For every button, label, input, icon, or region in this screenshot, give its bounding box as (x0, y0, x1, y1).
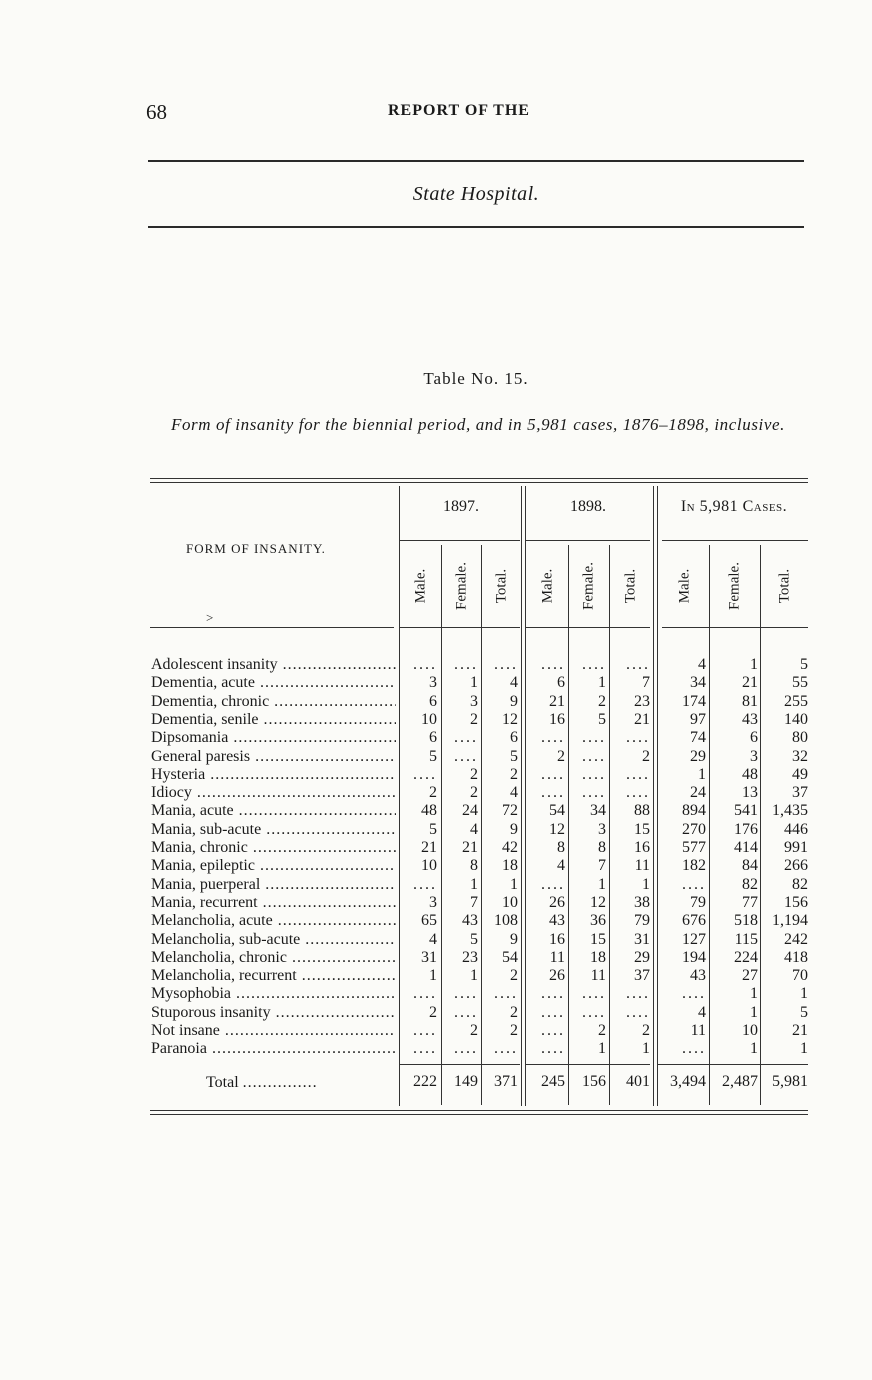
table-cell: 36 (590, 912, 606, 929)
subcolumn-header-label: Female. (453, 562, 469, 610)
table-cell: 4 (698, 656, 706, 673)
table-cell: 84 (742, 857, 758, 874)
table-cell: 88 (634, 802, 650, 819)
table-cell: 1 (800, 1040, 808, 1057)
table-cell: .... (454, 1040, 478, 1057)
row-label: Mania, puerperal ..... (151, 876, 396, 894)
table-cell: .... (541, 985, 565, 1002)
table-bottom-rule (150, 1110, 808, 1115)
table-cell: 18 (502, 857, 518, 874)
table-cell: 2 (598, 693, 606, 710)
total-cell: 3,494 (670, 1073, 706, 1090)
table-cell: 676 (682, 912, 706, 929)
table-cell: 38 (634, 894, 650, 911)
subcolumn-header-label: Total. (493, 568, 509, 604)
table-cell: 182 (682, 857, 706, 874)
table-cell: 12 (502, 711, 518, 728)
table-cell: .... (454, 656, 478, 673)
table-cell: 1 (429, 967, 437, 984)
total-rule-1897 (400, 1064, 520, 1065)
table-caption: Form of insanity for the biennial period, and in 5,981 cases, 1876–1898, inclusive. (170, 415, 786, 434)
table-cell: 2 (642, 1022, 650, 1039)
table-cell: 49 (792, 766, 808, 783)
group-rule-1897 (400, 540, 520, 541)
table-cell: 82 (792, 876, 808, 893)
table-cell: 2 (557, 748, 565, 765)
table-cell: 1 (750, 1004, 758, 1021)
table-cell: .... (541, 729, 565, 746)
table-cell: 577 (682, 839, 706, 856)
subcolumn-header-label: Female. (580, 562, 597, 610)
header-rule-top (148, 160, 804, 162)
table-cell: 43 (742, 711, 758, 728)
table-cell: 10 (421, 711, 437, 728)
page-number: 68 (146, 100, 167, 124)
table-cell: 8 (557, 839, 565, 856)
table-cell: 12 (549, 821, 565, 838)
table-cell: 34 (590, 802, 606, 819)
table-cell: 15 (634, 821, 650, 838)
table-cell: 54 (549, 802, 565, 819)
group-rule-1898 (526, 540, 650, 541)
table-cell: 1,194 (772, 912, 808, 929)
table-cell: .... (454, 985, 478, 1002)
table-cell: 140 (784, 711, 808, 728)
table-cell: 21 (792, 1022, 808, 1039)
table-cell: 3 (750, 748, 758, 765)
row-label: General paresis ..... (151, 748, 396, 766)
table-cell: .... (541, 656, 565, 673)
table-cell: 16 (634, 839, 650, 856)
row-label: Mania, sub-acute ..... (151, 821, 396, 839)
table-cell: .... (582, 748, 606, 765)
table-cell: 29 (634, 949, 650, 966)
table-cell: 74 (690, 729, 706, 746)
subheader-rule-all-cases (662, 627, 808, 628)
table-cell: .... (413, 766, 437, 783)
subcolumn-header (482, 546, 521, 626)
table-cell: 15 (590, 931, 606, 948)
table-cell: 7 (642, 674, 650, 691)
form-header-rule (150, 627, 394, 628)
table-cell: 1 (598, 1040, 606, 1057)
table-cell: 13 (742, 784, 758, 801)
table-cell: .... (541, 876, 565, 893)
table-cell: .... (413, 985, 437, 1002)
table-cell: 1 (750, 985, 758, 1002)
table-cell: 9 (510, 821, 518, 838)
table-cell: .... (494, 1040, 518, 1057)
subcolumn-header-label: Male. (539, 568, 555, 604)
table-cell: 10 (421, 857, 437, 874)
table-cell: 48 (421, 802, 437, 819)
table-cell: 16 (549, 711, 565, 728)
table-cell: 16 (549, 931, 565, 948)
table-cell: .... (454, 729, 478, 746)
total-cell: 5,981 (772, 1073, 808, 1090)
table-cell: 4 (510, 784, 518, 801)
table-cell: .... (582, 784, 606, 801)
column-header-mark: > (206, 610, 214, 625)
row-label: Not insane ..... (151, 1022, 396, 1040)
subcolumn-header (762, 546, 808, 626)
table-cell: .... (541, 1004, 565, 1021)
total-row-label: Total ............... (206, 1074, 318, 1091)
table-cell: .... (582, 766, 606, 783)
table-cell: .... (682, 985, 706, 1002)
table-cell: 2 (470, 784, 478, 801)
table-cell: 224 (734, 949, 758, 966)
table-cell: 97 (690, 711, 706, 728)
form-column-header: FORM OF INSANITY. (186, 541, 326, 556)
table-cell: 1 (598, 674, 606, 691)
table-cell: 79 (634, 912, 650, 929)
total-cell: 245 (541, 1073, 565, 1090)
table-cell: 1 (642, 876, 650, 893)
row-label: Mysophobia ..... (151, 985, 396, 1003)
table-cell: 31 (421, 949, 437, 966)
table-cell: .... (626, 1004, 650, 1021)
table-cell: 1 (800, 985, 808, 1002)
subcolumn-header-label: Total. (776, 568, 793, 604)
table-cell: 34 (690, 674, 706, 691)
table-cell: 541 (734, 802, 758, 819)
subcolumn-header-label: Total. (622, 568, 639, 604)
table-title: Table No. 15. (423, 369, 529, 388)
total-cell: 401 (626, 1073, 650, 1090)
table-cell: 11 (634, 857, 650, 874)
table-cell: 43 (462, 912, 478, 929)
table-cell: 2 (510, 1022, 518, 1039)
table-cell: 2 (510, 766, 518, 783)
table-cell: 3 (429, 674, 437, 691)
table-cell: .... (541, 1040, 565, 1057)
table-cell: 176 (734, 821, 758, 838)
table-cell: 43 (690, 967, 706, 984)
table-cell: .... (626, 729, 650, 746)
row-label: Melancholia, recurrent ..... (151, 967, 396, 985)
table-cell: 1 (750, 1040, 758, 1057)
subcolumn-header (711, 546, 759, 626)
table-cell: .... (626, 656, 650, 673)
table-cell: 4 (510, 674, 518, 691)
group-header-1898: 1898. (570, 498, 606, 515)
table-cell: 2 (470, 766, 478, 783)
row-label: Mania, acute ..... (151, 802, 396, 820)
table-cell: 23 (634, 693, 650, 710)
table-cell: 1 (598, 876, 606, 893)
table-cell: .... (541, 766, 565, 783)
table-cell: 7 (470, 894, 478, 911)
table-cell: .... (413, 876, 437, 893)
table-cell: 1,435 (772, 802, 808, 819)
table-cell: 48 (742, 766, 758, 783)
total-cell: 156 (582, 1073, 606, 1090)
table-cell: 21 (462, 839, 478, 856)
table-cell: 8 (598, 839, 606, 856)
header-rule-bottom (148, 226, 804, 228)
table-cell: 4 (557, 857, 565, 874)
table-cell: 270 (682, 821, 706, 838)
table-cell: 4 (698, 1004, 706, 1021)
table-cell: 3 (598, 821, 606, 838)
table-cell: 80 (792, 729, 808, 746)
table-cell: 2 (470, 1022, 478, 1039)
table-cell: .... (626, 784, 650, 801)
table-cell: 418 (784, 949, 808, 966)
subheader-rule-1898 (526, 627, 650, 628)
table-cell: 23 (462, 949, 478, 966)
table-cell: 9 (510, 693, 518, 710)
table-cell: 4 (429, 931, 437, 948)
row-label: Melancholia, acute ..... (151, 912, 396, 930)
table-cell: 54 (502, 949, 518, 966)
table-cell: .... (413, 1022, 437, 1039)
table-cell: 1 (470, 674, 478, 691)
table-cell: 1 (470, 967, 478, 984)
subcolumn-header (400, 546, 441, 626)
row-label: Hysteria ..... (151, 766, 396, 784)
table-cell: .... (582, 729, 606, 746)
table-cell: 11 (690, 1022, 706, 1039)
table-cell: .... (626, 985, 650, 1002)
row-label: Dementia, acute ..... (151, 674, 396, 692)
row-label: Melancholia, chronic ..... (151, 949, 396, 967)
table-cell: 42 (502, 839, 518, 856)
subcolumn-header (527, 546, 568, 626)
table-cell: 29 (690, 748, 706, 765)
table-cell: 6 (510, 729, 518, 746)
table-cell: 3 (429, 894, 437, 911)
table-cell: 18 (590, 949, 606, 966)
table-cell: 5 (800, 1004, 808, 1021)
total-cell: 2,487 (722, 1073, 758, 1090)
table-cell: .... (582, 656, 606, 673)
table-cell: 1 (698, 766, 706, 783)
table-cell: 82 (742, 876, 758, 893)
row-label: Dipsomania ..... (151, 729, 396, 747)
table-cell: 5 (470, 931, 478, 948)
table-cell: 3 (470, 693, 478, 710)
table-cell: 70 (792, 967, 808, 984)
table-cell: .... (454, 748, 478, 765)
table-cell: .... (494, 656, 518, 673)
table-cell: 518 (734, 912, 758, 929)
table-cell: 10 (742, 1022, 758, 1039)
table-cell: 26 (549, 967, 565, 984)
subcolumn-header-label: Female. (726, 562, 743, 610)
table-cell: 414 (734, 839, 758, 856)
table-cell: 24 (690, 784, 706, 801)
table-cell: 6 (429, 729, 437, 746)
table-cell: .... (682, 876, 706, 893)
table-cell: .... (413, 656, 437, 673)
table-cell: 266 (784, 857, 808, 874)
table-cell: 26 (549, 894, 565, 911)
table-cell: 11 (549, 949, 565, 966)
table-cell: 11 (590, 967, 606, 984)
table-cell: 242 (784, 931, 808, 948)
subheader-rule-1897 (400, 627, 520, 628)
table-cell: 27 (742, 967, 758, 984)
table-cell: .... (626, 766, 650, 783)
table-cell: 1 (470, 876, 478, 893)
table-cell: 8 (470, 857, 478, 874)
table-cell: 7 (598, 857, 606, 874)
table-cell: 255 (784, 693, 808, 710)
subcolumn-header-label: Male. (676, 568, 692, 604)
table-cell: 156 (784, 894, 808, 911)
table-top-rule (150, 478, 808, 483)
table-cell: 1 (642, 1040, 650, 1057)
group-header-1897: 1897. (443, 498, 479, 515)
table-cell: 5 (510, 748, 518, 765)
table-cell: 79 (690, 894, 706, 911)
table-cell: 2 (429, 784, 437, 801)
table-cell: 32 (792, 748, 808, 765)
table-cell: 21 (549, 693, 565, 710)
row-label: Adolescent insanity ..... (151, 656, 396, 674)
table-cell: 1 (510, 876, 518, 893)
total-cell: 371 (494, 1073, 518, 1090)
table-cell: .... (541, 1022, 565, 1039)
table-cell: 6 (750, 729, 758, 746)
table-cell: 446 (784, 821, 808, 838)
table-cell: 37 (634, 967, 650, 984)
total-rule-all-cases (658, 1064, 808, 1065)
table-cell: 2 (510, 967, 518, 984)
table-cell: 9 (510, 931, 518, 948)
row-label: Melancholia, sub-acute ..... (151, 931, 396, 949)
table-cell: 1 (750, 656, 758, 673)
table-cell: .... (541, 784, 565, 801)
table-cell: 194 (682, 949, 706, 966)
table-cell: .... (413, 1040, 437, 1057)
table-cell: .... (582, 985, 606, 1002)
total-cell: 222 (413, 1073, 437, 1090)
table-cell: 21 (742, 674, 758, 691)
total-cell: 149 (454, 1073, 478, 1090)
row-label: Dementia, chronic ..... (151, 693, 396, 711)
table-cell: 21 (634, 711, 650, 728)
table-cell: 2 (470, 711, 478, 728)
table-cell: 24 (462, 802, 478, 819)
table-cell: 174 (682, 693, 706, 710)
table-cell: .... (494, 985, 518, 1002)
row-label: Dementia, senile ..... (151, 711, 396, 729)
table-cell: 6 (557, 674, 565, 691)
table-cell: .... (582, 1004, 606, 1021)
subcolumn-header (660, 546, 709, 626)
table-cell: 2 (642, 748, 650, 765)
table-cell: 115 (734, 931, 758, 948)
table-cell: 43 (549, 912, 565, 929)
table-cell: 894 (682, 802, 706, 819)
row-label: Mania, chronic ..... (151, 839, 396, 857)
subcolumn-header-label: Male. (412, 568, 428, 604)
table-cell: 5 (800, 656, 808, 673)
group-rule-all-cases (662, 540, 808, 541)
row-label: Paranoia ..... (151, 1040, 396, 1058)
table-cell: .... (454, 1004, 478, 1021)
row-label: Stuporous insanity ..... (151, 1004, 396, 1022)
row-label: Mania, epileptic ..... (151, 857, 396, 875)
table-cell: 2 (429, 1004, 437, 1021)
row-label: Idiocy ..... (151, 784, 396, 802)
table-cell: 21 (421, 839, 437, 856)
subcolumn-header (569, 546, 609, 626)
running-header: REPORT OF THE (388, 102, 530, 119)
page-subtitle: State Hospital. (412, 183, 540, 205)
row-label: Mania, recurrent ..... (151, 894, 396, 912)
table-cell: 72 (502, 802, 518, 819)
table-cell: 2 (598, 1022, 606, 1039)
table-cell: 6 (429, 693, 437, 710)
total-rule-1898 (526, 1064, 650, 1065)
table-cell: 77 (742, 894, 758, 911)
table-cell: 37 (792, 784, 808, 801)
table-cell: 10 (502, 894, 518, 911)
table-cell: 4 (470, 821, 478, 838)
table-cell: 5 (429, 821, 437, 838)
subcolumn-header (610, 546, 652, 626)
group-header-all-cases: In 5,981 Cases. (680, 498, 788, 515)
table-cell: 991 (784, 839, 808, 856)
subcolumn-header (442, 546, 481, 626)
table-cell: 55 (792, 674, 808, 691)
table-cell: 5 (598, 711, 606, 728)
table-cell: 31 (634, 931, 650, 948)
table-cell: 127 (682, 931, 706, 948)
table-cell: .... (682, 1040, 706, 1057)
table-cell: 2 (510, 1004, 518, 1021)
table-cell: 81 (742, 693, 758, 710)
table-cell: 108 (494, 912, 518, 929)
table-cell: 5 (429, 748, 437, 765)
table-cell: 65 (421, 912, 437, 929)
table-cell: 12 (590, 894, 606, 911)
